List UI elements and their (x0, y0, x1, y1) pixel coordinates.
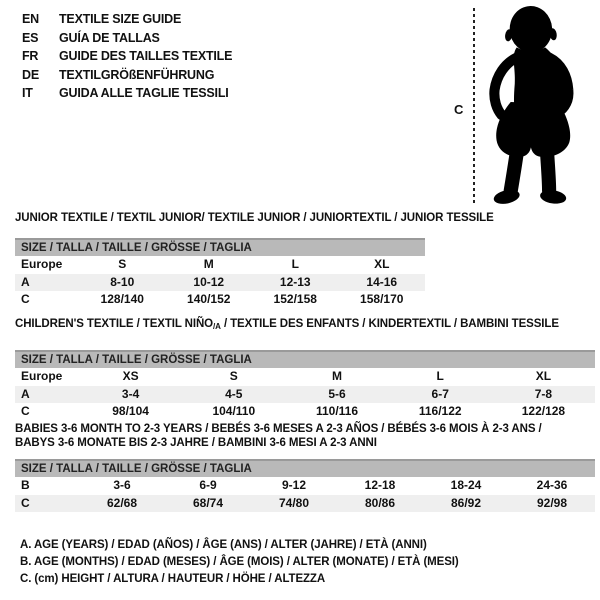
size-cell: 98/104 (112, 404, 149, 418)
language-code: ES (22, 30, 39, 45)
size-cell: L (436, 369, 444, 383)
size-cell: 14-16 (366, 274, 398, 289)
size-cell: 158/170 (360, 292, 404, 306)
language-row (22, 47, 232, 66)
size-cell: 12-13 (279, 274, 311, 289)
size-cell: 24-36 (536, 478, 568, 492)
row-label: C (21, 404, 30, 418)
table-title-line (15, 317, 595, 334)
size-cell: 18-24 (450, 478, 482, 492)
table-title-segment: BABIES 3-6 MONTH TO 2-3 YEARS / BEBÉS 3-6 MESES A 2-3 AÑOS / BÉBÉS 3-6 MOIS À 2-3 ANS / (15, 423, 542, 435)
language-title: GUIDA ALLE TAGLIE TESSILI (59, 86, 229, 101)
language-title: GUÍA DE TALLAS (59, 30, 160, 45)
table-row (15, 368, 595, 386)
size-cell: 6-9 (199, 478, 217, 492)
language-title: TEXTILE SIZE GUIDE (59, 12, 182, 26)
table-row (15, 477, 595, 495)
size-cell: 68/74 (192, 495, 224, 510)
row-label: C (21, 292, 30, 306)
table-row (15, 274, 425, 292)
table-rows (15, 477, 595, 512)
size-cell: 62/68 (106, 495, 138, 510)
size-cell: 10-12 (193, 274, 225, 289)
size-cell: S (118, 257, 127, 271)
size-cell: 80/86 (364, 495, 396, 510)
table-size-header: SIZE / TALLA / TAILLE / GRÖSSE / TAGLIA (15, 238, 425, 256)
size-cell: M (203, 257, 214, 271)
size-cell: 9-12 (281, 478, 307, 492)
table-title-segment: JUNIOR TEXTILE / TEXTIL JUNIOR/ TEXTILE JUNIOR / JUNIORTEXTIL / JUNIOR TESSILE (15, 212, 494, 224)
size-cell: 122/128 (521, 404, 566, 418)
table-row (15, 256, 425, 274)
size-cell: 8-10 (110, 274, 135, 289)
size-cell: 116/122 (418, 404, 462, 418)
legend-line-b: B. AGE (MONTHS) / EDAD (MESES) / ÂGE (MOIS) / ALTER (MONATE) / ETÀ (MESI) (20, 556, 459, 569)
size-cell: 5-6 (328, 386, 346, 401)
table-title-line (15, 211, 494, 225)
size-cell: 86/92 (450, 495, 482, 510)
language-title: GUIDE DES TAILLES TEXTILE (59, 49, 233, 64)
table-row (15, 386, 595, 404)
table-title-segment: / TEXTILE DES ENFANTS / KINDERTEXTIL / BAMBINI TESSILE (220, 318, 559, 330)
size-cell: 7-8 (534, 386, 553, 401)
table-size-header: SIZE / TALLA / TAILLE / GRÖSSE / TAGLIA (15, 459, 595, 477)
row-label: A (21, 386, 30, 401)
table-title-segment: BABYS 3-6 MONATE BIS 2-3 JAHRE / BAMBINI 3-6 MESI A 2-3 ANNI (15, 437, 377, 449)
table-row (15, 495, 595, 513)
size-table-junior (15, 211, 494, 309)
row-label: A (21, 274, 30, 289)
table-title (15, 211, 494, 225)
size-cell: S (229, 369, 238, 383)
size-cell: 3-6 (113, 478, 131, 492)
legend-line-a: A. AGE (YEARS) / EDAD (AÑOS) / ÂGE (ANS) / ALTER (JAHRE) / ETÀ (ANNI) (20, 539, 427, 551)
toddler-silhouette-icon (486, 5, 592, 207)
language-code: DE (22, 67, 39, 82)
table-title-line (15, 436, 595, 450)
table-title (15, 317, 595, 334)
size-cell: XL (535, 369, 552, 383)
size-cell: 110/116 (315, 404, 359, 418)
size-cell: M (332, 369, 342, 383)
size-cell: 104/110 (212, 404, 256, 418)
size-cell: L (291, 257, 299, 271)
height-measure-label: C (454, 102, 464, 117)
size-table-babies (15, 422, 595, 512)
size-cell: 152/158 (273, 292, 317, 306)
language-row (22, 29, 232, 48)
row-label: Europe (21, 369, 63, 383)
table-row (15, 291, 425, 309)
table-title-segment: CHILDREN'S TEXTILE / TEXTIL NIÑO (15, 318, 214, 330)
size-cell: XL (374, 257, 390, 271)
language-code: IT (22, 86, 33, 101)
size-cell: 6-7 (431, 386, 449, 401)
row-label: B (21, 478, 30, 492)
language-row (22, 84, 232, 103)
size-cell: 92/98 (536, 495, 568, 510)
table-rows (15, 368, 595, 421)
language-code: EN (22, 12, 39, 26)
language-code: FR (22, 49, 39, 64)
row-label: C (21, 495, 30, 510)
language-row (22, 10, 232, 29)
size-cell: 12-18 (364, 478, 396, 492)
size-cell: 3-4 (121, 386, 140, 401)
size-table-children (15, 317, 595, 421)
size-cell: 128/140 (100, 292, 144, 306)
table-title-segment: /A (213, 322, 221, 331)
table-title-line (15, 422, 595, 436)
row-label: Europe (21, 257, 63, 271)
table-title (15, 422, 595, 450)
height-measure-dotted-line (473, 8, 475, 206)
table-size-header: SIZE / TALLA / TAILLE / GRÖSSE / TAGLIA (15, 350, 595, 368)
size-cell: 4-5 (225, 386, 243, 401)
size-cell: 74/80 (278, 495, 310, 510)
language-title-list (22, 10, 232, 103)
legend-line-c: C. (cm) HEIGHT / ALTURA / HAUTEUR / HÖHE / ALTEZZA (20, 573, 326, 586)
size-cell: XS (122, 369, 139, 383)
size-cell: 140/152 (187, 292, 231, 306)
language-row (22, 66, 232, 85)
table-row (15, 403, 595, 421)
language-title: TEXTILGRÖßENFÜHRUNG (59, 67, 215, 82)
measure-legend (20, 537, 459, 589)
table-rows (15, 256, 425, 309)
